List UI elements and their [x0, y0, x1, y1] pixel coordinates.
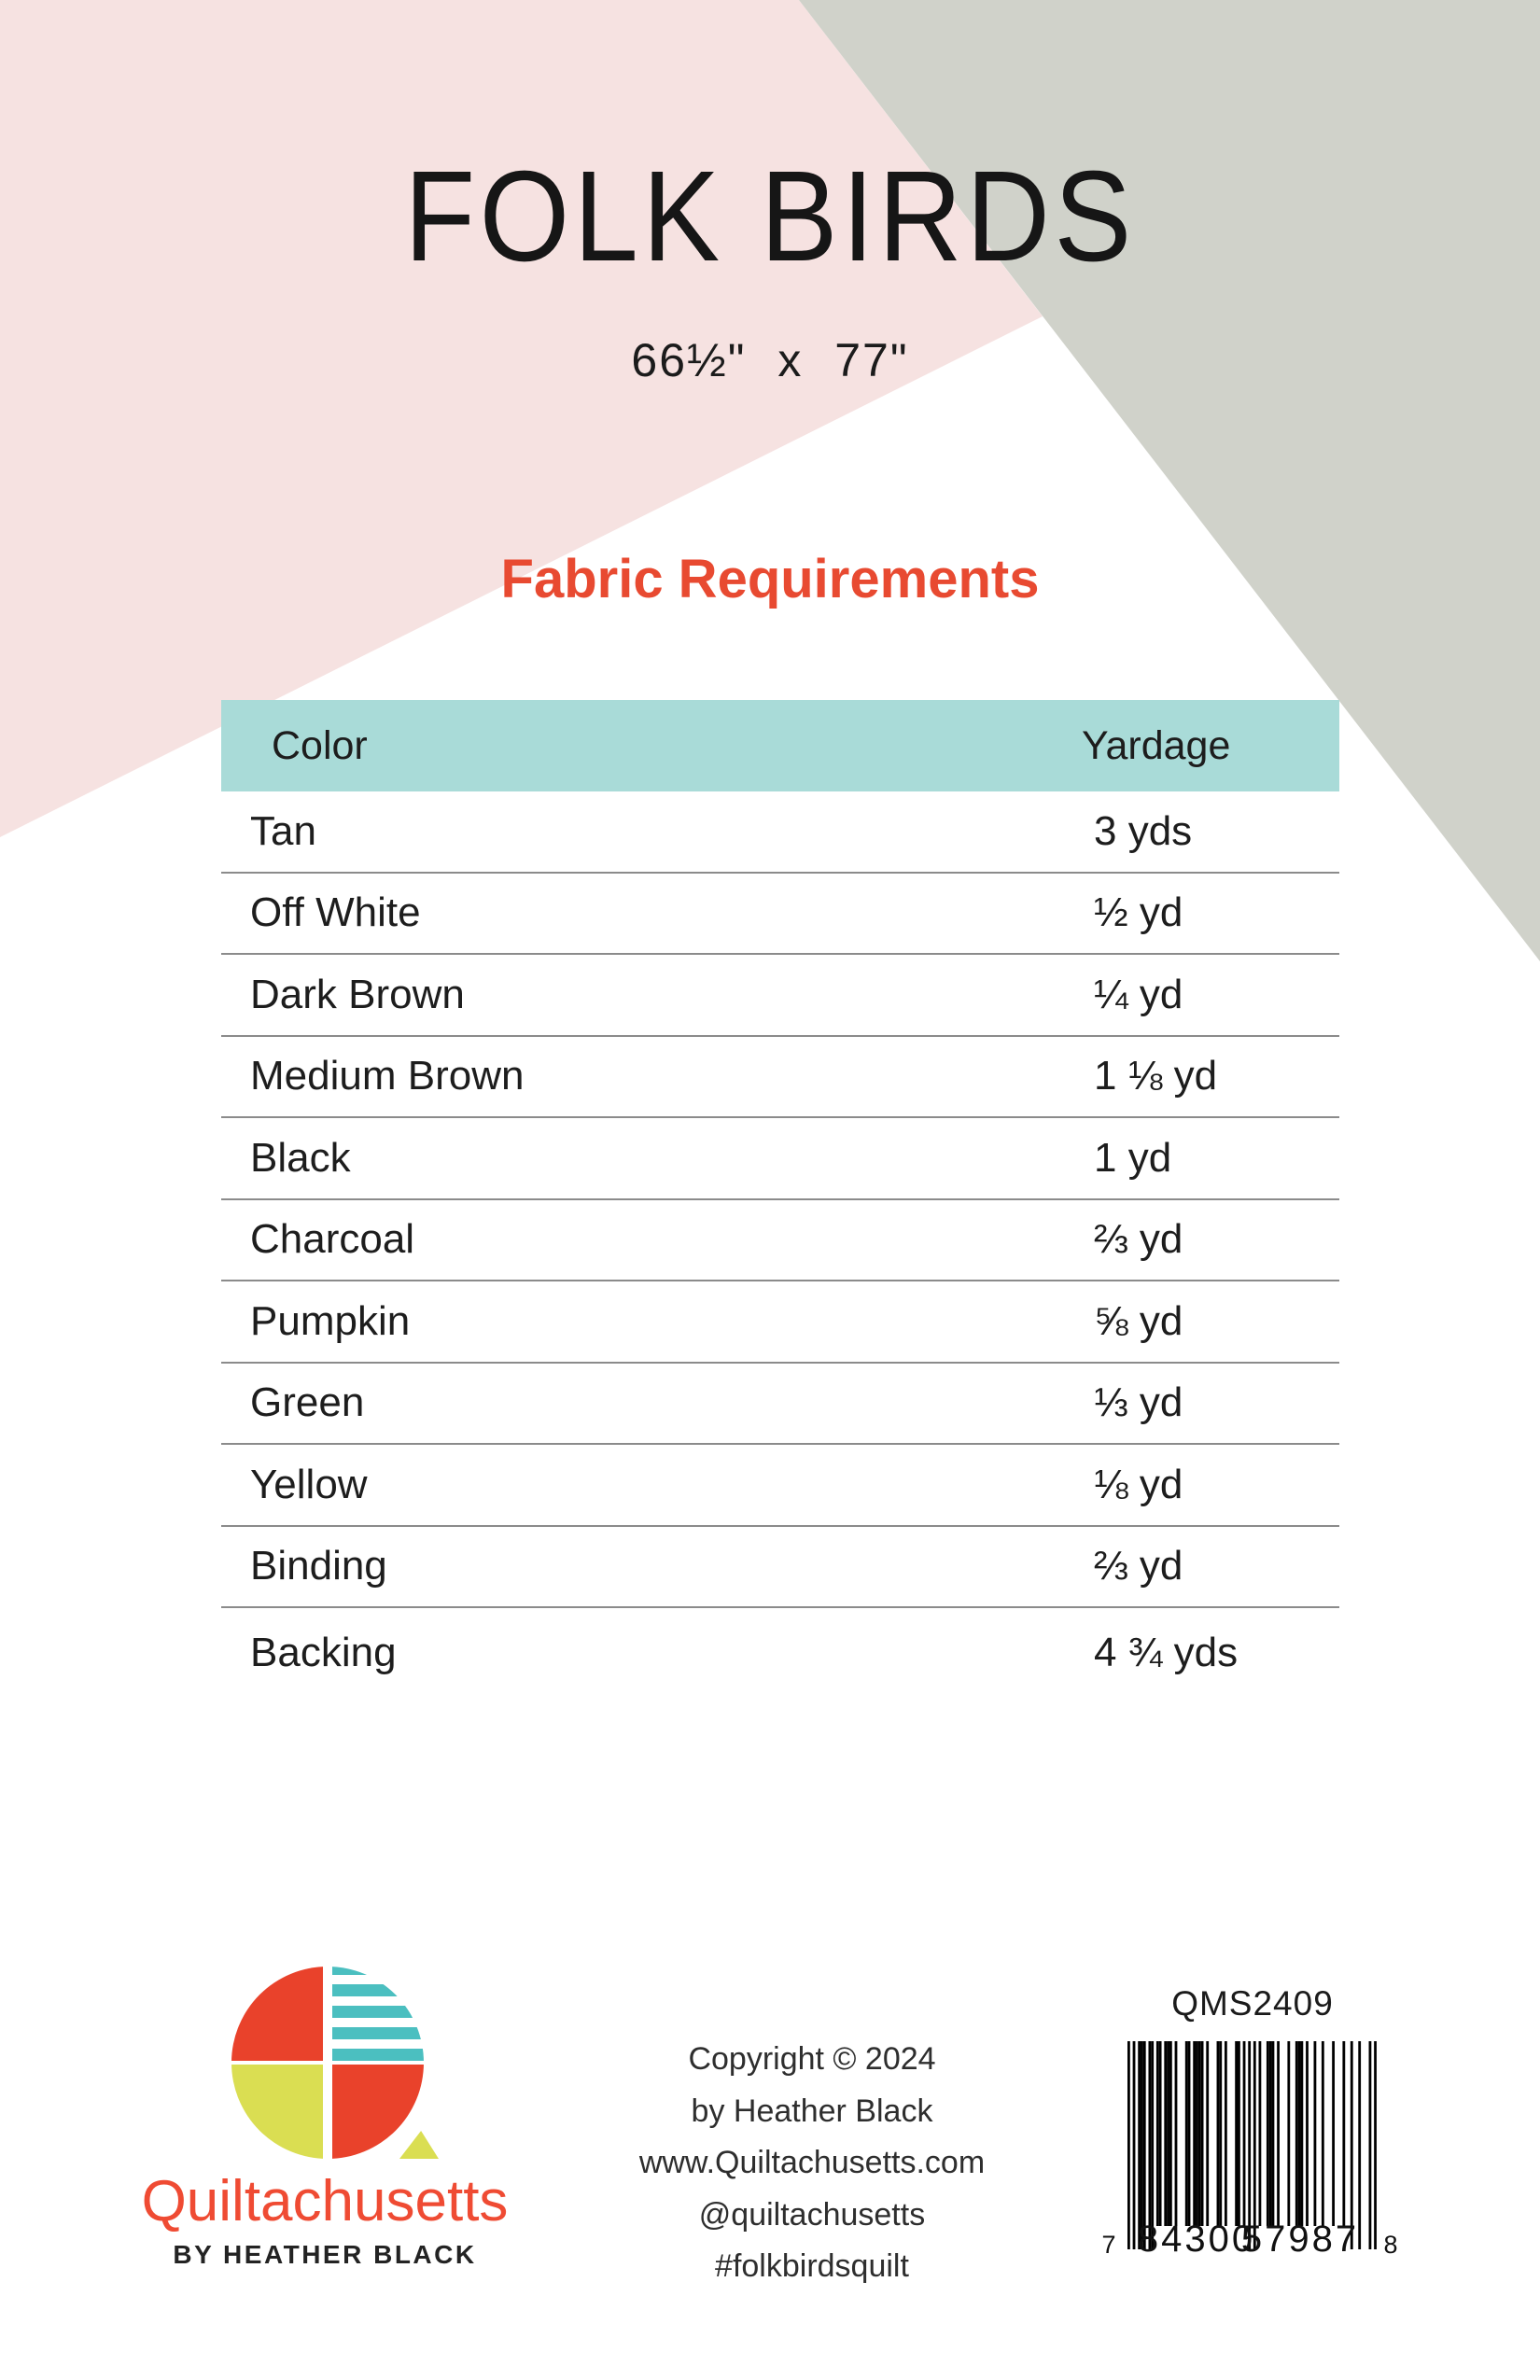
logo-quadrant-striped [332, 1967, 424, 2061]
yardage-cell: ¼ yd [1094, 971, 1183, 1017]
yardage-cell: ½ yd [1094, 889, 1183, 936]
copyright-line social-handle: @quiltachusetts [698, 2196, 926, 2233]
table-row [221, 1200, 1339, 1282]
table-row [221, 1527, 1339, 1609]
logo-quadrant-bottom-right [332, 2065, 424, 2159]
logo-quadrant-top-left [231, 1967, 323, 2061]
table-row [221, 1281, 1339, 1364]
logo-quadrant-bottom-left [231, 2065, 323, 2159]
yardage-cell: ⅔ yd [1094, 1543, 1183, 1589]
column-header-color: Color [272, 722, 368, 768]
barcode-digits-group1: 84300 [1137, 2219, 1256, 2260]
quilt-dimensions: 66½" x 77" [631, 334, 909, 386]
yardage-cell: 1 yd [1094, 1134, 1172, 1181]
barcode-digit-right: 8 [1383, 2231, 1398, 2259]
copyright-line: Copyright © 2024 [688, 2041, 936, 2077]
brand-byline: BY HEATHER BLACK [173, 2240, 477, 2269]
yardage-cell: ⅔ yd [1094, 1216, 1183, 1263]
column-header-yardage: Yardage [1082, 722, 1231, 768]
fabric-color-cell: Black [250, 1134, 351, 1181]
fabric-color-cell: Off White [250, 889, 421, 936]
yardage-cell: 4 ¾ yds [1094, 1630, 1239, 1675]
fabric-color-cell: Backing [250, 1630, 397, 1675]
fabric-table-header [221, 700, 1339, 791]
logo-triangle-icon [399, 2131, 439, 2159]
table-row [221, 1364, 1339, 1446]
fabric-color-cell: Yellow [250, 1461, 368, 1507]
yardage-cell: ⅛ yd [1094, 1461, 1183, 1507]
fabric-color-cell: Charcoal [250, 1216, 415, 1263]
yardage-cell: ⅓ yd [1094, 1379, 1183, 1426]
fabric-color-cell: Dark Brown [250, 971, 465, 1017]
copyright-line website-text: www.Quiltachusetts.com [638, 2145, 986, 2180]
copyright-line hashtag: #folkbirdsquilt [715, 2248, 909, 2284]
table-row [221, 1445, 1339, 1527]
brand-name: Quiltachusetts [141, 2169, 509, 2233]
table-row [221, 791, 1339, 874]
yardage-cell: 3 yds [1094, 807, 1193, 854]
page-title: FOLK BIRDS [404, 145, 1136, 288]
fabric-color-cell: Green [250, 1379, 365, 1426]
barcode-digits-group2: 57987 [1240, 2219, 1360, 2260]
table-row [221, 955, 1339, 1037]
table-row [221, 1608, 1339, 1698]
barcode-digit-left: 7 [1101, 2231, 1116, 2259]
section-heading: Fabric Requirements [500, 549, 1040, 609]
table-row [221, 874, 1339, 956]
table-row [221, 1037, 1339, 1119]
fabric-table [221, 700, 1339, 1698]
copyright-block [579, 2034, 1045, 2293]
yardage-cell: ⅝ yd [1094, 1297, 1183, 1344]
table-row [221, 1118, 1339, 1200]
fabric-color-cell: Binding [250, 1543, 387, 1589]
copyright-line: by Heather Black [691, 2093, 933, 2129]
fabric-table-body [221, 791, 1339, 1698]
fabric-color-cell: Tan [250, 807, 316, 854]
yardage-cell: 1 ⅛ yd [1094, 1053, 1218, 1099]
sku-label: QMS2409 [1171, 1984, 1334, 2023]
fabric-color-cell: Medium Brown [250, 1053, 525, 1099]
fabric-color-cell: Pumpkin [250, 1297, 411, 1344]
brand-logo-icon [231, 1967, 424, 2159]
